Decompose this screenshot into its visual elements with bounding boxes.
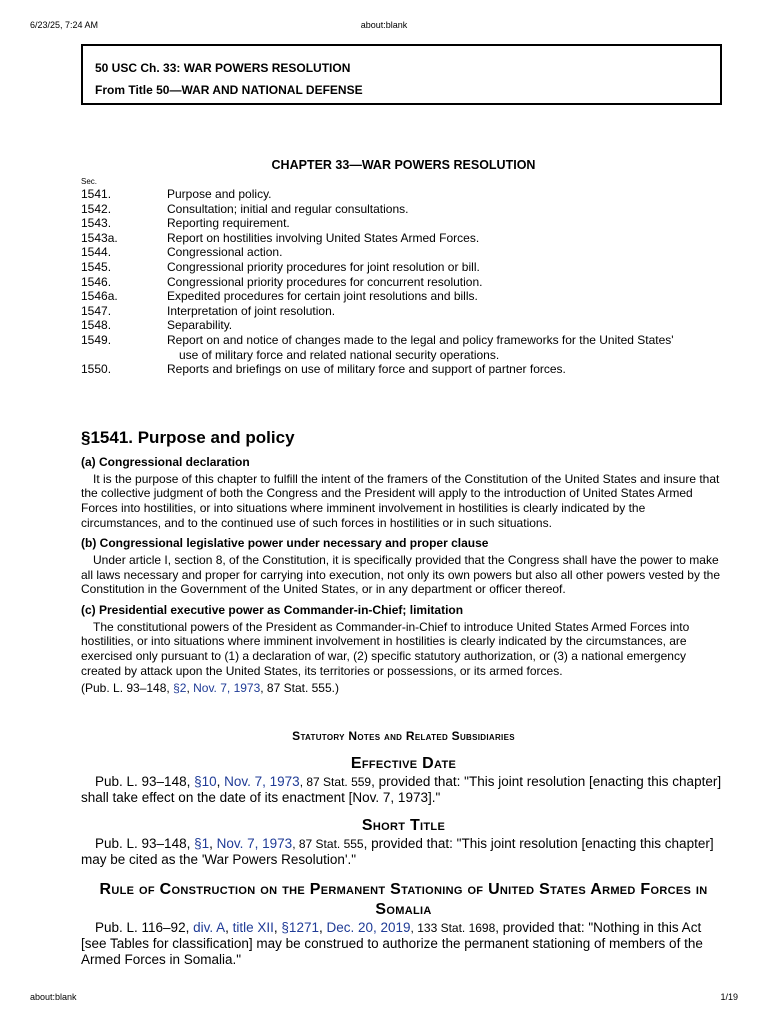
toc-row	[81, 260, 726, 275]
toc-section-number: 1543a.	[81, 230, 118, 245]
toc-section-title: Report on and notice of changes made to the legal and policy frameworks for the United States' use of military force and related national security operations.	[167, 332, 674, 362]
effective-date-link-section[interactable]: §10	[194, 774, 217, 790]
toc-row	[81, 333, 726, 362]
toc-section-title: Congressional priority procedures for concurrent resolution.	[167, 274, 483, 289]
subsection-c-text: The constitutional powers of the President as Commander-in-Chief to introduce United States Armed Forces into hostilities, or into situations where imminent involvement in hostilities is clearly indicated by the circumstances, are exercised only pursuant to (1) a declaration of war, (2) specific statutory authorization, or (3) a national emergency created by attack upon the United States, its territories or possessions, or its armed forces.	[81, 619, 690, 678]
source-credit: (Pub. L. 93–148, §2, Nov. 7, 1973, 87 Stat. 555.)	[81, 681, 339, 696]
toc-section-number: 1548.	[81, 318, 112, 333]
short-title-link-date[interactable]: Nov. 7, 1973	[216, 836, 293, 852]
effective-date-link-date[interactable]: Nov. 7, 1973	[224, 774, 300, 790]
rule-of-construction-heading: Rule of Construction on the Permanent Stationing of United States Armed Forces in Somalia	[99, 881, 708, 919]
subsection-a-text: It is the purpose of this chapter to fulfill the intent of the framers of the Constitution of the United States and insure that the collective judgment of both the Congress and the President will apply to the introduction of United States Armed Forces into hostilities, or into situations where imminent involvement in hostilities is clearly indicated by the circumstances, and to the continued use of such forces in hostilities or in such situations.	[81, 471, 720, 530]
title-line-2: From Title 50—WAR AND NATIONAL DEFENSE	[95, 83, 363, 97]
document-body	[81, 156, 726, 968]
short-title-link-section[interactable]: §1	[194, 836, 210, 852]
subsection-c-heading: (c) Presidential executive power as Commander-in-Chief; limitation	[81, 602, 464, 617]
toc-section-number: 1542.	[81, 201, 112, 216]
toc-section-number: 1544.	[81, 245, 112, 260]
toc-section-title: Reporting requirement.	[167, 216, 290, 231]
rule-link-title[interactable]: title XII	[232, 920, 274, 936]
title-box	[81, 44, 722, 105]
short-title-text: Pub. L. 93–148, §1, Nov. 7, 1973, 87 Stat. 555, provided that: "This joint resolution [enacting this chapter] may be cited as the 'War Powers Resolution'."	[81, 836, 714, 868]
toc-section-number: 1546a.	[81, 289, 118, 304]
toc-section-title: Reports and briefings on use of military force and support of partner forces.	[167, 362, 566, 377]
toc-row	[81, 187, 726, 202]
section-heading: §1541. Purpose and policy	[81, 427, 295, 447]
toc-section-title: Congressional priority procedures for joint resolution or bill.	[167, 259, 480, 274]
table-of-contents	[81, 187, 726, 377]
toc-row	[81, 216, 726, 231]
short-title-heading: Short Title	[361, 817, 446, 835]
print-url: about:blank	[360, 20, 408, 30]
subsection-b-heading: (b) Congressional legislative power under necessary and proper clause	[81, 536, 489, 551]
rule-link-section[interactable]: §1271	[281, 920, 319, 936]
effective-date-text: Pub. L. 93–148, §10, Nov. 7, 1973, 87 Stat. 559, provided that: "This joint resolution [enacting this chapter] shall take effect on the date of its enactment [Nov. 7, 1973]."	[81, 774, 722, 806]
notes-title: Statutory Notes and Related Subsidiaries	[292, 729, 515, 744]
effective-date-heading: Effective Date	[350, 755, 457, 773]
toc-row	[81, 289, 726, 304]
rule-of-construction-text: Pub. L. 116–92, div. A, title XII, §1271, Dec. 20, 2019, 133 Stat. 1698, provided that: "Nothing in this Act [see Tables for classification] may be construed to authorize the permanent stationing of members of the Armed Forces in Somalia."	[81, 920, 703, 968]
print-datetime: 6/23/25, 7:24 AM	[30, 20, 99, 30]
toc-row	[81, 304, 726, 319]
page-number: 1/19	[720, 992, 738, 1002]
source-link-date[interactable]: Nov. 7, 1973	[193, 681, 261, 696]
toc-section-title: Separability.	[167, 318, 233, 333]
toc-row	[81, 245, 726, 260]
toc-section-number: 1547.	[81, 303, 112, 318]
toc-row	[81, 318, 726, 333]
sec-label: Sec.	[81, 177, 98, 186]
toc-row	[81, 275, 726, 290]
rule-link-date[interactable]: Dec. 20, 2019	[326, 920, 411, 936]
toc-section-title: Congressional action.	[167, 245, 283, 260]
toc-row	[81, 202, 726, 217]
toc-section-title: Report on hostilities involving United States Armed Forces.	[167, 230, 480, 245]
title-line-1: 50 USC Ch. 33: WAR POWERS RESOLUTION	[95, 61, 351, 75]
toc-section-title: Purpose and policy.	[167, 187, 272, 201]
toc-row	[81, 231, 726, 246]
subsection-a-heading: (a) Congressional declaration	[81, 454, 250, 469]
toc-section-title: Consultation; initial and regular consultations.	[167, 201, 409, 216]
toc-section-number: 1550.	[81, 362, 112, 377]
toc-section-title: Interpretation of joint resolution.	[167, 303, 336, 318]
toc-section-number: 1543.	[81, 216, 112, 231]
chapter-title: CHAPTER 33—WAR POWERS RESOLUTION	[271, 158, 536, 172]
subsection-b-text: Under article I, section 8, of the Constitution, it is specifically provided that the Congress shall have the power to make all laws necessary and proper for carrying into execution, not only its own powers but also all other powers vested by the Constitution in the Government of the United States, or in any department or officer thereof.	[81, 553, 720, 597]
toc-section-number: 1549.	[81, 332, 112, 347]
toc-section-number: 1541.	[81, 187, 112, 201]
rule-link-division[interactable]: div. A	[193, 920, 226, 936]
toc-section-title: Expedited procedures for certain joint resolutions and bills.	[167, 289, 478, 304]
source-link-section[interactable]: §2	[173, 681, 187, 696]
toc-row	[81, 362, 726, 377]
toc-section-number: 1545.	[81, 259, 112, 274]
toc-section-number: 1546.	[81, 274, 112, 289]
footer-url: about:blank	[30, 992, 77, 1002]
